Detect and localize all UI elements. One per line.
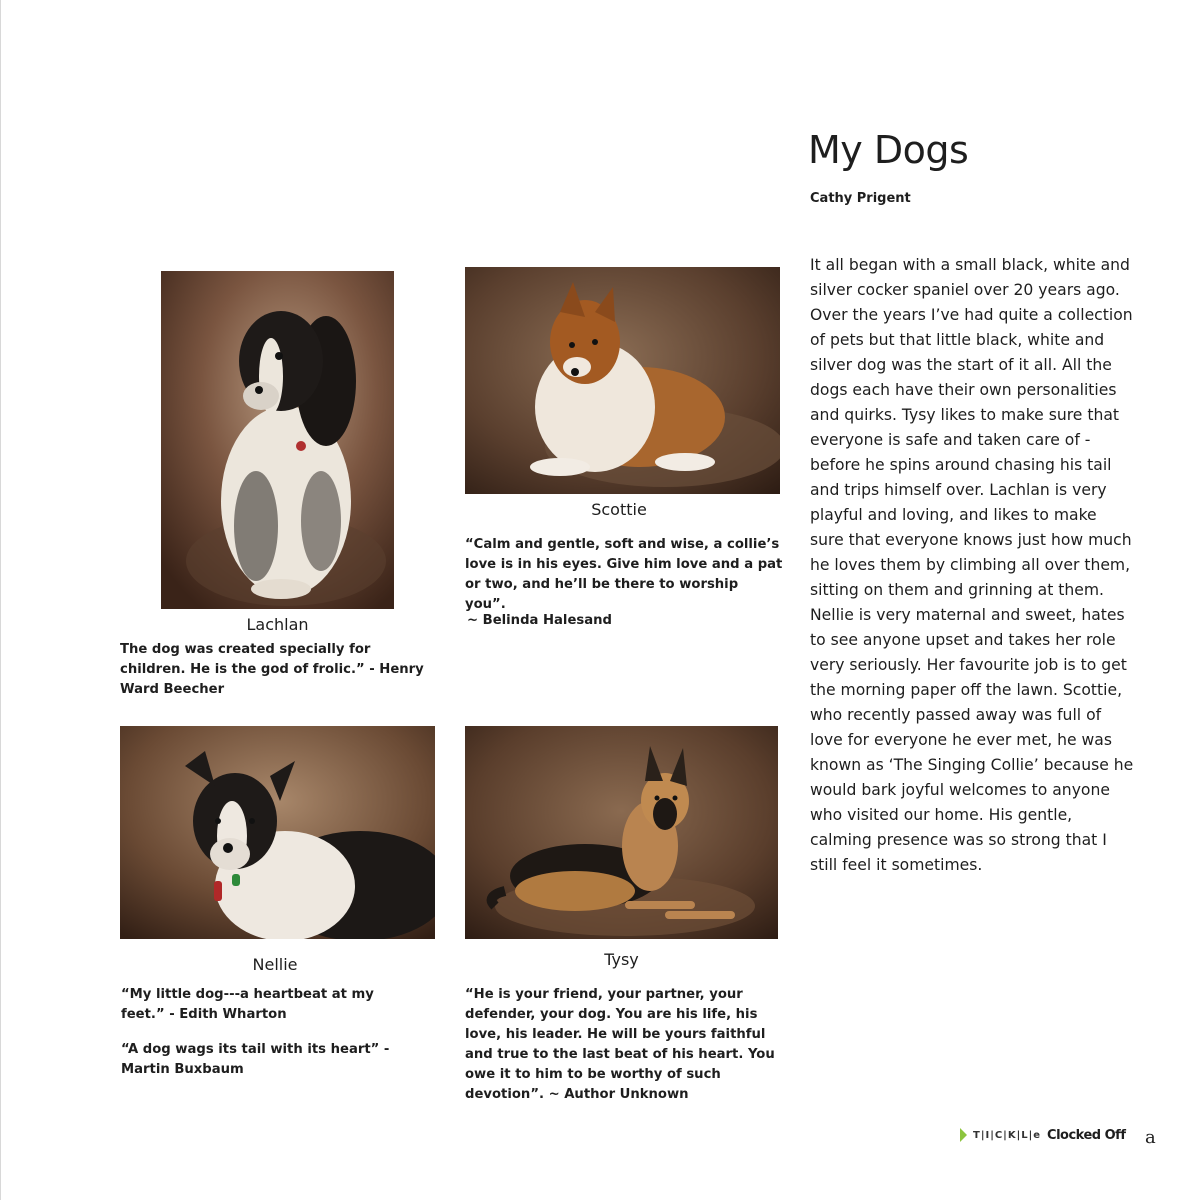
article-title: My Dogs — [808, 128, 969, 172]
article-author: Cathy Prigent — [810, 191, 911, 206]
nellie-photo — [120, 726, 435, 939]
page-number: a — [1145, 1127, 1156, 1148]
lachlan-name: Lachlan — [246, 615, 309, 634]
nellie-quote-1: “My little dog---a heartbeat at my feet.” - Edith Wharton — [121, 987, 374, 1022]
lachlan-quote: The dog was created specially for children. He is the god of frolic.” - Henry Ward Beecher — [120, 642, 424, 697]
lachlan-photo — [161, 271, 394, 609]
footer-brand: T|I|C|K|L|e — [973, 1129, 1042, 1141]
nellie-name: Nellie — [252, 955, 298, 974]
scottie-quote-attribution: ~ Belinda Halesand — [467, 613, 612, 628]
scottie-name: Scottie — [591, 500, 647, 519]
page-footer — [960, 1125, 1126, 1145]
footer-section: Clocked Off — [1047, 1127, 1126, 1143]
tysy-quote: “He is your friend, your partner, your defender, your dog. You are his life, his love, his leader. He will be yours faithful and true to the last beat of his heart. You owe it to him to be worthy of such devotion”. ~ Author Unknown — [465, 987, 775, 1102]
nellie-quote-2: “A dog wags its tail with its heart” - Martin Buxbaum — [121, 1042, 390, 1077]
article-body: It all began with a small black, white and silver cocker spaniel over 20 years ago. Over the years I’ve had quite a collection of pets but that little black, white and silver dog was the start of it all. All the dogs each have their own personalities and quirks. Tysy likes to make sure that everyone is safe and taken care of - before he spins around chasing his tail and trips himself over. Lachlan is very playful and loving, and likes to make sure that everyone knows just how much he loves them by climbing all over them, sitting on them and grinning at them. Nellie is very maternal and sweet, hates to see anyone upset and takes her role very seriously. Her favourite job is to get the morning paper off the lawn. Scottie, who recently passed away was full of love for everyone he ever met, he was known as ‘The Singing Collie’ because he would bark joyful welcomes to anyone who visited our home. His gentle, calming presence was so strong that I still feel it sometimes. — [810, 256, 1134, 874]
scottie-quote: “Calm and gentle, soft and wise, a collie’s love is in his eyes. Give him love and a pat or two, and he’ll be there to worship you”. — [465, 537, 783, 612]
tysy-name: Tysy — [604, 950, 639, 969]
green-triangle-icon — [960, 1128, 967, 1142]
tysy-photo — [465, 726, 778, 939]
page-edge-rule — [0, 0, 1, 1200]
scottie-photo — [465, 267, 780, 494]
